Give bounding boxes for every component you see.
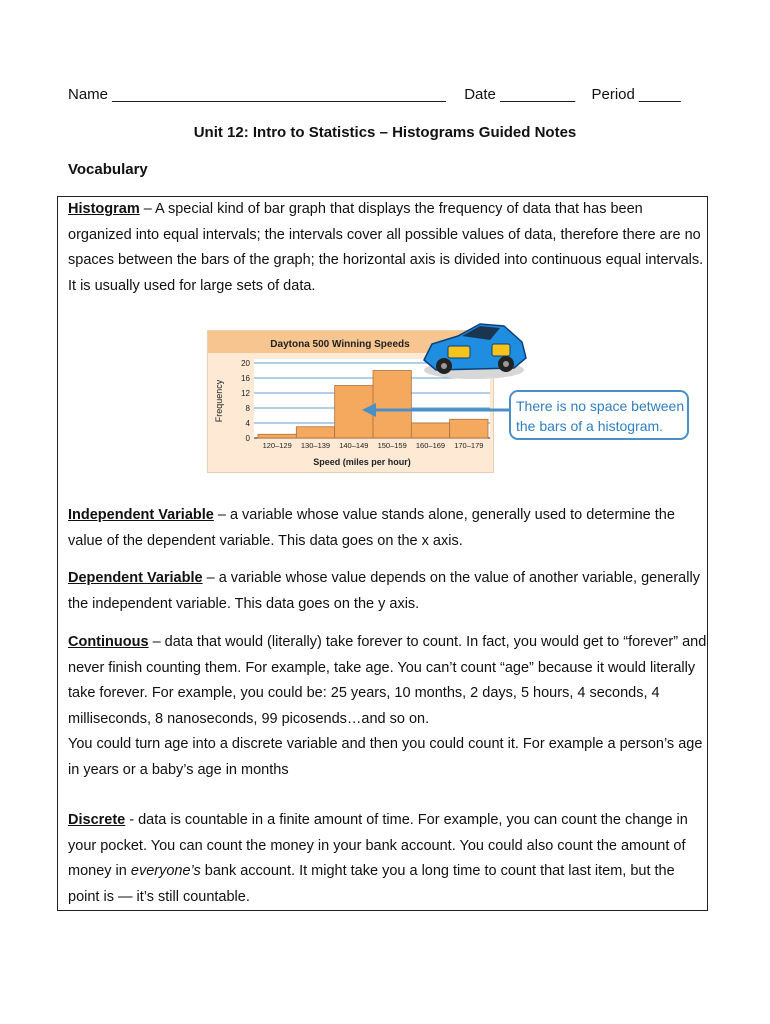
dependent-variable-definition xyxy=(68,566,708,617)
dependent-variable-term: Dependent Variable xyxy=(68,570,203,586)
discrete-definition xyxy=(68,808,708,910)
histogram-definition xyxy=(68,197,708,299)
chart-xtick-label: 160–169 xyxy=(415,441,446,450)
chart-ytick-label: 12 xyxy=(241,389,250,398)
continuous-text: – data that would (literally) take forever to count. In fact, you would get to “forever” and never finish counting them. For example, take age. You can’t count “age” because it would literally take forever. For example, you could be: 25 years, 10 months, 2 days, 5 hours, 4 seconds, 4 milliseconds, 8 nanoseconds, 99 picosends…and so on. xyxy=(68,634,707,727)
discrete-text-after: bank account. It might take you a long time to count that last item, but the point is — it’s still countable. xyxy=(68,863,675,905)
chart-title: Daytona 500 Winning Speeds xyxy=(270,339,410,350)
independent-variable-text: – a variable whose value stands alone, generally used to determine the value of the dependent variable. This data goes on the x axis. xyxy=(68,507,675,549)
chart-xtick-label: 130–139 xyxy=(300,441,331,450)
continuous-text-2: You could turn age into a discrete variable and then you could count it. For example a person’s age in years or a baby’s age in months xyxy=(68,736,703,778)
histogram-callout: There is no space between the bars of a histogram. xyxy=(509,390,689,440)
chart-bar xyxy=(411,423,449,438)
chart-xtick-label: 140–149 xyxy=(339,441,369,450)
independent-variable-definition xyxy=(68,503,708,554)
continuous-term: Continuous xyxy=(68,634,149,650)
histogram-text: – A special kind of bar graph that displays the frequency of data that has been organized into equal intervals; the intervals cover all possible values of data, therefore there are no spaces between the bars of the graph; the horizontal axis is divided into continuous equal intervals. It is usually used for large sets of data. xyxy=(68,201,704,294)
continuous-definition xyxy=(68,630,708,783)
chart-xtick-label: 150–159 xyxy=(377,441,407,450)
histogram-term: Histogram xyxy=(68,201,140,217)
period-field-label: Period _____ xyxy=(591,86,681,103)
date-field-label: Date _________ xyxy=(464,86,576,103)
independent-variable-term: Independent Variable xyxy=(68,507,214,523)
chart-ytick-label: 20 xyxy=(241,359,250,368)
discrete-term: Discrete xyxy=(68,812,126,828)
chart-xtick-label: 170–179 xyxy=(454,441,484,450)
chart-xlabel: Speed (miles per hour) xyxy=(313,457,411,467)
dependent-variable-text: – a variable whose value depends on the value of another variable, generally the independent variable. This data goes on the y axis. xyxy=(68,570,700,612)
page-title: Unit 12: Intro to Statistics – Histograms Guided Notes xyxy=(193,124,577,141)
chart-ytick-label: 8 xyxy=(245,404,250,413)
race-car-icon xyxy=(418,318,530,384)
chart-bar xyxy=(296,427,334,438)
chart-ytick-label: 16 xyxy=(241,374,250,383)
chart-ylabel: Frequency xyxy=(214,379,224,423)
chart-xtick-label: 120–129 xyxy=(262,441,292,450)
vocabulary-heading: Vocabulary xyxy=(68,161,148,178)
header-line xyxy=(68,86,708,103)
discrete-emphasis: everyone’s xyxy=(130,863,201,879)
discrete-text-before: - data is countable in a finite amount of time. For example, you can count the change in your pocket. You can count the money in your bank account. You could also count the amount of money in xyxy=(68,812,688,879)
chart-ytick-label: 4 xyxy=(245,419,250,428)
chart-bar xyxy=(450,419,488,438)
chart-ytick-label: 0 xyxy=(245,434,250,443)
chart-bar xyxy=(258,434,296,438)
callout-arrow-icon xyxy=(360,400,512,420)
name-field-label: Name ________________________________________ xyxy=(68,86,446,103)
